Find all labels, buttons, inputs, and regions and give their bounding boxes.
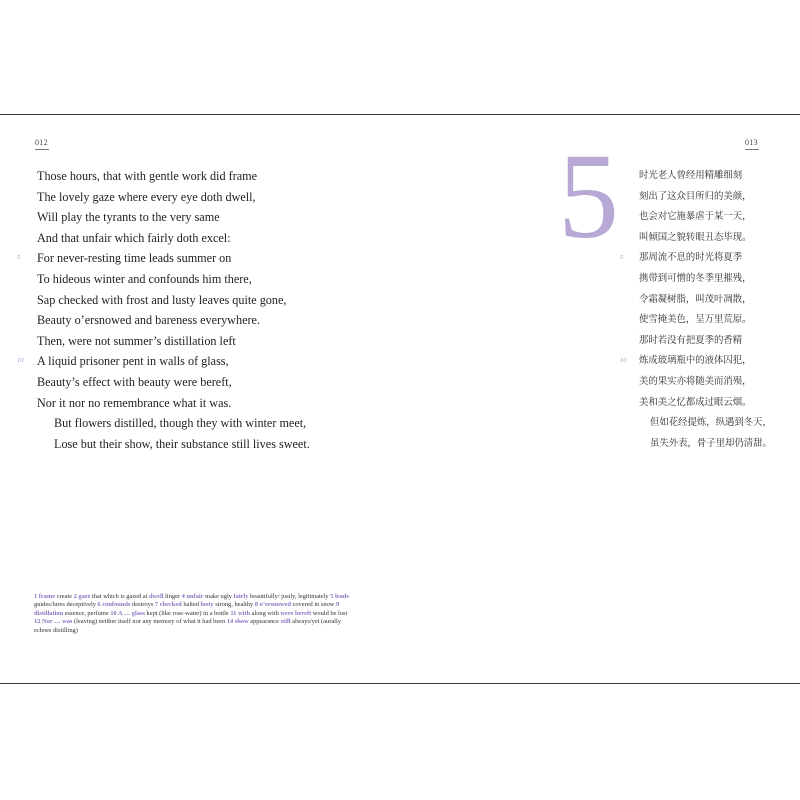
chinese-line-text: 携带到可憎的冬季里摧残， xyxy=(639,272,752,284)
english-line xyxy=(37,372,310,393)
gloss-term: 8 o’ersnowed xyxy=(254,601,291,609)
chinese-line-text: 但如花经提炼，纵遇到冬天， xyxy=(650,417,772,429)
chinese-line xyxy=(639,434,772,455)
english-poem xyxy=(17,166,310,454)
gloss-term: 11 with xyxy=(230,609,251,617)
english-line-text: To hideous winter and confounds him there, xyxy=(37,271,252,286)
gloss-term: 4 unfair xyxy=(181,593,204,600)
gloss-term: 10 A … glass xyxy=(110,609,145,617)
gloss-definition: make ugly xyxy=(203,593,234,600)
chinese-line-text: 时光老人曾经用精雕细刻 xyxy=(639,170,743,181)
line-number-marker: 5 xyxy=(620,254,624,262)
chinese-poem xyxy=(620,166,772,454)
gloss-term: 14 show xyxy=(226,618,249,626)
english-line-text: Nor it nor no remembrance what it was. xyxy=(37,395,232,410)
english-line xyxy=(37,331,310,352)
chinese-line-text: 令霜凝树脂，叫茂叶凋散， xyxy=(639,293,752,305)
english-line-text: For never-resting time leads summer on xyxy=(37,251,232,266)
chinese-line-text: 炼成玻璃瓶中的液体囚犯， xyxy=(639,355,752,367)
gloss-term: 6 confounds xyxy=(97,601,131,609)
gloss-definition: halted xyxy=(181,601,201,609)
english-line xyxy=(37,228,310,249)
chinese-line xyxy=(639,372,772,393)
english-line xyxy=(37,269,310,290)
chinese-line xyxy=(639,187,772,208)
gloss-definition: covered in snow xyxy=(290,601,336,609)
chinese-line xyxy=(620,351,772,372)
gloss-definition: linger xyxy=(163,593,182,600)
chinese-line xyxy=(639,413,772,434)
chinese-line-text: 虽失外表，骨子里却仍清甜。 xyxy=(650,437,772,449)
chinese-line xyxy=(639,290,772,311)
chinese-line xyxy=(639,228,772,249)
gloss-term: lusty xyxy=(200,601,214,609)
gloss-term: 9 distillation xyxy=(34,601,340,617)
gloss-definition: essence, perfume xyxy=(63,609,111,617)
english-line-text: Then, were not summer’s distillation left xyxy=(37,333,236,348)
gloss-definition: create xyxy=(55,593,74,600)
chinese-line-text: 使雪掩美色，呈万里荒原。 xyxy=(639,314,752,326)
english-line-text: The lovely gaze where every eye doth dwell, xyxy=(37,189,256,204)
chinese-line-text: 也会对它施暴虐于某一天， xyxy=(639,211,752,223)
english-line-text: Will play the tyrants to the very same xyxy=(37,210,220,225)
english-line xyxy=(37,187,310,208)
page-number-left: 012 xyxy=(35,138,49,150)
gloss-definition: appearance xyxy=(248,618,281,626)
sonnet-number: 5 xyxy=(558,129,619,264)
english-line xyxy=(37,310,310,331)
english-line-text: Beauty’s effect with beauty were bereft, xyxy=(37,374,232,389)
english-line-text: Those hours, that with gentle work did frame xyxy=(37,169,257,183)
gloss-term: 1 frame xyxy=(34,593,56,600)
chinese-line-text: 刻出了这众目所归的美颜， xyxy=(639,190,752,202)
chinese-line-text: 叫倾国之貌转眼丑态毕现。 xyxy=(639,231,752,243)
english-line-text: Lose but their show, their substance still lives sweet. xyxy=(54,436,310,451)
chinese-line-text: 那周流不息的时光将夏季 xyxy=(639,252,743,264)
english-line xyxy=(37,393,310,414)
chinese-line xyxy=(639,207,772,228)
chinese-line-text: 美和美之忆都成过眼云烟。 xyxy=(639,396,752,408)
gloss-definition: always/yet (aurally echoes distilling) xyxy=(34,618,341,634)
chinese-line-text: 那时若没有把夏季的香精 xyxy=(639,334,743,346)
english-line-text: But flowers distilled, though they with winter meet, xyxy=(54,416,307,431)
english-line-text: And that unfair which fairly doth excel: xyxy=(37,230,231,245)
gloss-term: dwell xyxy=(149,593,164,600)
line-number-marker: 5 xyxy=(17,254,21,262)
english-line xyxy=(37,207,310,228)
chinese-line xyxy=(639,331,772,352)
gloss-definition: kept (like rose-water) in a bottle xyxy=(144,609,231,617)
gloss-term: 5 leads xyxy=(330,593,349,600)
english-line xyxy=(37,290,310,311)
english-line-text: Sap checked with frost and lusty leaves quite gone, xyxy=(37,292,287,307)
english-line xyxy=(37,166,310,187)
line-number-marker: 10 xyxy=(17,357,24,365)
gloss-definition: (leaving) neither itself nor any memory of what it had been xyxy=(72,618,227,626)
chinese-line xyxy=(639,166,772,187)
gloss-definition: would be lost xyxy=(311,609,348,617)
english-line xyxy=(17,351,310,372)
gloss-definition: guides/lures deceptively xyxy=(34,601,98,609)
english-line-text: Beauty o’ersnowed and bareness everywhere. xyxy=(37,313,261,328)
gloss-definition: strong, healthy xyxy=(213,601,255,609)
gloss-definition: along with xyxy=(250,609,281,617)
chinese-line xyxy=(620,248,772,269)
gloss-term: 7 checked xyxy=(154,601,182,609)
chinese-line xyxy=(639,269,772,290)
gloss-term: were bereft xyxy=(280,609,312,617)
book-spread xyxy=(0,114,800,684)
chinese-line-text: 美的果实亦将随美而消殒， xyxy=(639,375,752,387)
chinese-line xyxy=(639,310,772,331)
english-line xyxy=(37,413,310,434)
gloss-term: fairly xyxy=(233,593,249,600)
gloss-term: still xyxy=(280,618,291,626)
gloss-definition: destroys xyxy=(130,601,155,609)
english-line-text: A liquid prisoner pent in walls of glass, xyxy=(37,354,229,369)
gloss-definition: beautifully/ justly, legitimately xyxy=(248,593,331,600)
line-number-marker: 10 xyxy=(620,357,627,365)
glossary-notes xyxy=(34,593,352,635)
gloss-definition: that which is gazed at xyxy=(90,593,149,600)
page-number-right: 013 xyxy=(745,138,759,150)
english-line xyxy=(37,434,310,455)
gloss-term: 2 gaze xyxy=(73,593,91,600)
english-line xyxy=(17,248,310,269)
chinese-line xyxy=(639,393,772,414)
gloss-term: 12 Nor … was xyxy=(34,618,73,626)
